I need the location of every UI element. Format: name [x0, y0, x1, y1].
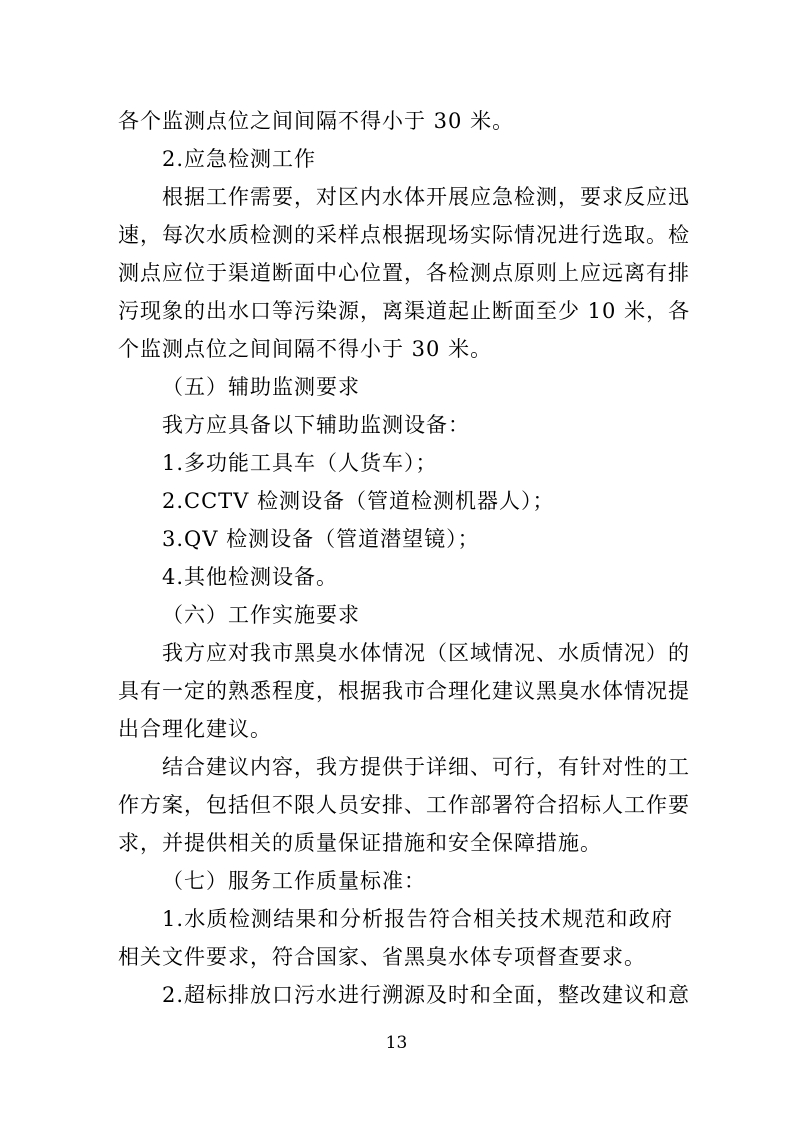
- paragraph-line: 个监测点位之间间隔不得小于 30 米。: [118, 337, 493, 361]
- paragraph-line: 求，并提供相关的质量保证措施和安全保障措施。: [118, 831, 602, 855]
- paragraph-line: 污现象的出水口等污染源，离渠道起止断面至少 10 米，各: [118, 299, 691, 323]
- list-item: 1.水质检测结果和分析报告符合相关技术规范和政府: [162, 907, 673, 931]
- paragraph-line: 各个监测点位之间间隔不得小于 30 米。: [118, 109, 515, 133]
- section-heading: 2.应急检测工作: [162, 147, 317, 171]
- paragraph-line: 具有一定的熟悉程度，根据我市合理化建议黑臭水体情况提: [118, 679, 690, 703]
- section-heading: （五）辅助监测要求: [162, 375, 360, 399]
- list-item: 3.QV 检测设备（管道潜望镜）；: [162, 527, 480, 551]
- paragraph-line: 结合建议内容，我方提供于详细、可行，有针对性的工: [162, 755, 690, 779]
- paragraph-line: 作方案，包括但不限人员安排、工作部署符合招标人工作要: [118, 793, 690, 817]
- paragraph-line: 测点应位于渠道断面中心位置，各检测点原则上应远离有排: [118, 261, 690, 285]
- paragraph-line: 出合理化建议。: [118, 717, 272, 741]
- section-heading: （六）工作实施要求: [162, 603, 360, 627]
- paragraph-line: 根据工作需要，对区内水体开展应急检测，要求反应迅: [162, 185, 690, 209]
- paragraph-line: 速，每次水质检测的采样点根据现场实际情况进行选取。检: [118, 223, 690, 247]
- list-item: 2.超标排放口污水进行溯源及时和全面，整改建议和意: [162, 983, 691, 1007]
- section-heading: （七）服务工作质量标准：: [162, 869, 426, 893]
- paragraph-line: 我方应对我市黑臭水体情况（区域情况、水质情况）的: [162, 641, 690, 665]
- paragraph-line: 相关文件要求，符合国家、省黑臭水体专项督查要求。: [118, 945, 646, 969]
- list-item: 2.CCTV 检测设备（管道检测机器人）；: [162, 489, 555, 513]
- paragraph-line: 我方应具备以下辅助监测设备：: [162, 413, 470, 437]
- page-number: 13: [385, 1033, 408, 1053]
- list-item: 4.其他检测设备。: [162, 565, 339, 589]
- list-item: 1.多功能工具车（人货车）；: [162, 451, 438, 475]
